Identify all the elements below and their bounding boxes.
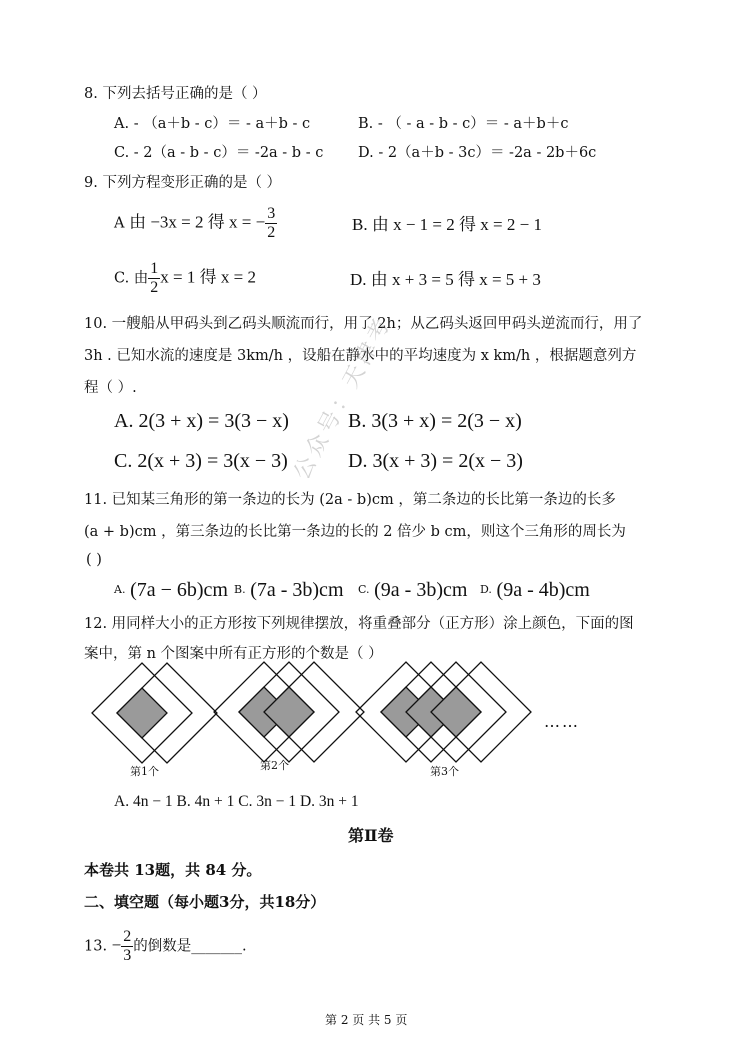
- fig3-caption: 第3个: [430, 765, 459, 778]
- q10-option-a: A. 2(3 + x) = 3(3 − x): [114, 410, 289, 432]
- q13-minus: −: [111, 935, 122, 955]
- q11-b-label: B.: [234, 583, 246, 596]
- section-heading: 二、填空题（每小题3分，共18分）: [84, 893, 326, 911]
- q8-option-b: B. - （ - a - b - c）＝ - a＋b＋c: [358, 116, 569, 132]
- q9-a-den: 2: [267, 224, 276, 241]
- q11-c-label: C.: [358, 583, 370, 596]
- q11-line2: (a + b)cm ，第三条边的长比第一条边的长的 2 倍少 b cm，则这个三角形的周长为: [84, 524, 626, 540]
- q11-b-value: (7a - 3b)cm: [250, 579, 344, 601]
- watermark: 公众号：天津考: [289, 311, 397, 485]
- page-footer: 第 2 页 共 5 页: [325, 1013, 408, 1027]
- q13-den: 3: [123, 947, 132, 964]
- q10-option-b: B. 3(3 + x) = 2(3 − x): [348, 410, 522, 432]
- q11-a-value: (7a − 6b)cm: [130, 579, 228, 601]
- q8-option-a: A. - （a＋b - c）＝ - a＋b - c: [114, 116, 311, 132]
- q9-c-num: 1: [150, 260, 159, 277]
- q8-option-d: D. - 2（a＋b - 3c）＝ -2a - 2b＋6c: [358, 145, 597, 161]
- q13: [84, 928, 247, 965]
- q9-option-d: D. 由 x + 3 = 5 得 x = 5 + 3: [350, 270, 541, 289]
- q9-a-num: 3: [267, 205, 276, 222]
- q13-num: 2: [123, 928, 132, 945]
- continuation-dots: ……: [544, 712, 580, 731]
- part2-summary: 本卷共 13题，共 84 分。: [84, 861, 262, 879]
- q10-line3: 程（ ）.: [84, 380, 137, 396]
- fig1-overlap: [117, 688, 167, 738]
- q11-d-value: (9a - 4b)cm: [496, 579, 590, 601]
- part2-title: 第Ⅱ卷: [348, 826, 394, 845]
- q9-a-label: A: [114, 215, 125, 232]
- q10-line1: 10. 一艘船从甲码头到乙码头顺流而行，用了 2h；从乙码头返回甲码头逆流而行，用了: [84, 316, 643, 332]
- q11-line1: 11. 已知某三角形的第一条边的长为 (2a - b)cm ，第二条边的长比第一条边的长多: [84, 492, 616, 508]
- fig1-caption: 第1个: [130, 765, 159, 778]
- q9-c-den: 2: [150, 279, 159, 296]
- q9-option-b: B. 由 x − 1 = 2 得 x = 2 − 1: [352, 215, 542, 234]
- q9-a-text: 由 −3x = 2 得 x = −: [129, 212, 266, 232]
- q13-text: 的倒数是_______.: [133, 938, 247, 955]
- q11-d-label: D.: [480, 583, 492, 596]
- q11-line3: ( ): [86, 552, 102, 568]
- q12-options: A. 4n − 1 B. 4n + 1 C. 3n − 1 D. 3n + 1: [114, 793, 359, 810]
- q10-option-c: C. 2(x + 3) = 3(x − 3): [114, 450, 288, 472]
- q11-a-label: A.: [114, 583, 126, 596]
- q9-c-post: x = 1 得 x = 2: [160, 267, 256, 287]
- q8-stem: 8. 下列去括号正确的是（ ）: [84, 86, 267, 102]
- fig2-caption: 第2个: [260, 759, 289, 772]
- q8-option-c: C. - 2（a - b - c）＝ -2a - b - c: [114, 145, 324, 161]
- q10-option-d: D. 3(x + 3) = 2(x − 3): [348, 450, 523, 472]
- q9-stem: 9. 下列方程变形正确的是（ ）: [84, 175, 282, 191]
- q12-line2: 案中，第 n 个图案中所有正方形的个数是（ ）: [84, 646, 383, 662]
- q10-line2: 3h . 已知水流的速度是 3km/h ，设船在静水中的平均速度为 x km/h ，根据题意列方: [84, 348, 637, 364]
- q11-c-value: (9a - 3b)cm: [374, 579, 468, 601]
- q9-c-pre: 由: [133, 270, 149, 287]
- q9-c-label: C.: [114, 270, 130, 287]
- q13-label: 13.: [84, 938, 108, 955]
- q12-line1: 12. 用同样大小的正方形按下列规律摆放，将重叠部分（正方形）涂上颜色，下面的图: [84, 616, 634, 632]
- q13-fraction: [121, 928, 133, 965]
